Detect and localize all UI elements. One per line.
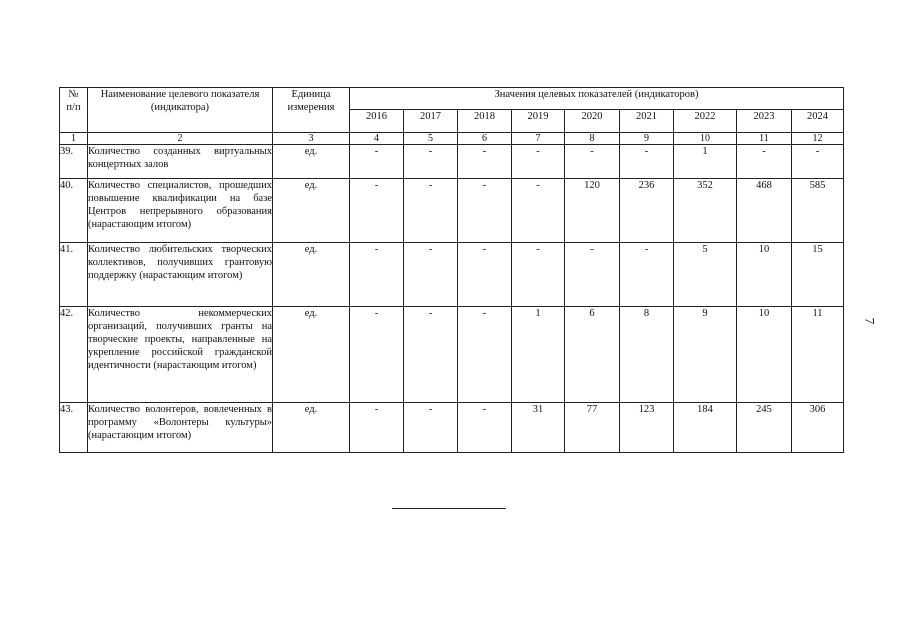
row-number: 40.	[60, 179, 88, 243]
value-cell: -	[350, 403, 404, 453]
value-cell: 9	[674, 307, 737, 403]
value-cell: 6	[565, 307, 620, 403]
year-header: 2019	[512, 110, 565, 133]
indicator-name: Количество любительских творческих коллективов, получивших грантовую поддержку (нарастающим итогом)	[88, 243, 273, 307]
column-number: 6	[458, 133, 512, 145]
year-header: 2020	[565, 110, 620, 133]
row-number: 39.	[60, 145, 88, 179]
year-header: 2023	[737, 110, 792, 133]
value-cell: 5	[674, 243, 737, 307]
row-number: 42.	[60, 307, 88, 403]
value-cell: -	[350, 179, 404, 243]
value-cell: 123	[620, 403, 674, 453]
indicator-name: Количество созданных виртуальных концертных залов	[88, 145, 273, 179]
column-numbers-row	[60, 133, 844, 145]
table-row	[60, 403, 844, 453]
header-unit: Единица измерения	[273, 88, 350, 133]
value-cell: -	[458, 145, 512, 179]
value-cell: -	[404, 403, 458, 453]
value-cell: 1	[674, 145, 737, 179]
row-number: 43.	[60, 403, 88, 453]
value-cell: 468	[737, 179, 792, 243]
column-number: 2	[88, 133, 273, 145]
value-cell: -	[512, 179, 565, 243]
year-header: 2024	[792, 110, 844, 133]
indicators-table	[59, 87, 844, 453]
value-cell: 31	[512, 403, 565, 453]
value-cell: -	[620, 145, 674, 179]
column-number: 7	[512, 133, 565, 145]
value-cell: 245	[737, 403, 792, 453]
unit-cell: ед.	[273, 145, 350, 179]
value-cell: -	[565, 145, 620, 179]
year-header: 2016	[350, 110, 404, 133]
value-cell: -	[792, 145, 844, 179]
column-number: 1	[60, 133, 88, 145]
column-number: 8	[565, 133, 620, 145]
year-header: 2022	[674, 110, 737, 133]
value-cell: 10	[737, 307, 792, 403]
value-cell: 352	[674, 179, 737, 243]
column-number: 3	[273, 133, 350, 145]
value-cell: -	[404, 307, 458, 403]
value-cell: -	[458, 243, 512, 307]
header-values: Значения целевых показателей (индикаторов)	[350, 88, 844, 110]
value-cell: -	[512, 243, 565, 307]
row-number: 41.	[60, 243, 88, 307]
column-number: 12	[792, 133, 844, 145]
page-number: 7	[862, 317, 878, 325]
value-cell: -	[404, 243, 458, 307]
table-row	[60, 243, 844, 307]
value-cell: -	[565, 243, 620, 307]
header-num: № п/п	[60, 88, 88, 133]
value-cell: 1	[512, 307, 565, 403]
year-header: 2021	[620, 110, 674, 133]
value-cell: -	[350, 243, 404, 307]
table-row	[60, 307, 844, 403]
table-body	[60, 133, 844, 453]
value-cell: -	[350, 307, 404, 403]
table-row	[60, 145, 844, 179]
indicator-name: Количество некоммерческих организаций, получивших гранты на творческие проекты, направленные на укрепление российской гражданской идентичности (нарастающим итогом)	[88, 307, 273, 403]
value-cell: -	[458, 403, 512, 453]
table-row	[60, 179, 844, 243]
indicator-name: Количество специалистов, прошедших повышение квалификации на базе Центров непрерывного образования (нарастающим итогом)	[88, 179, 273, 243]
value-cell: 10	[737, 243, 792, 307]
header-row	[60, 88, 844, 110]
column-number: 10	[674, 133, 737, 145]
value-cell: 8	[620, 307, 674, 403]
column-number: 5	[404, 133, 458, 145]
value-cell: -	[620, 243, 674, 307]
unit-cell: ед.	[273, 403, 350, 453]
value-cell: 11	[792, 307, 844, 403]
value-cell: -	[404, 145, 458, 179]
value-cell: -	[458, 307, 512, 403]
value-cell: 585	[792, 179, 844, 243]
year-header: 2018	[458, 110, 512, 133]
value-cell: -	[350, 145, 404, 179]
column-number: 9	[620, 133, 674, 145]
value-cell: 77	[565, 403, 620, 453]
value-cell: 120	[565, 179, 620, 243]
value-cell: 15	[792, 243, 844, 307]
value-cell: 184	[674, 403, 737, 453]
value-cell: -	[737, 145, 792, 179]
value-cell: -	[512, 145, 565, 179]
footer-divider	[392, 508, 506, 509]
value-cell: -	[458, 179, 512, 243]
year-header: 2017	[404, 110, 458, 133]
header-name: Наименование целевого показателя (индикатора)	[88, 88, 273, 133]
value-cell: -	[404, 179, 458, 243]
unit-cell: ед.	[273, 243, 350, 307]
value-cell: 306	[792, 403, 844, 453]
value-cell: 236	[620, 179, 674, 243]
indicator-name: Количество волонтеров, вовлеченных в программу «Волонтеры культуры» (нарастающим итогом)	[88, 403, 273, 453]
unit-cell: ед.	[273, 179, 350, 243]
column-number: 11	[737, 133, 792, 145]
unit-cell: ед.	[273, 307, 350, 403]
column-number: 4	[350, 133, 404, 145]
